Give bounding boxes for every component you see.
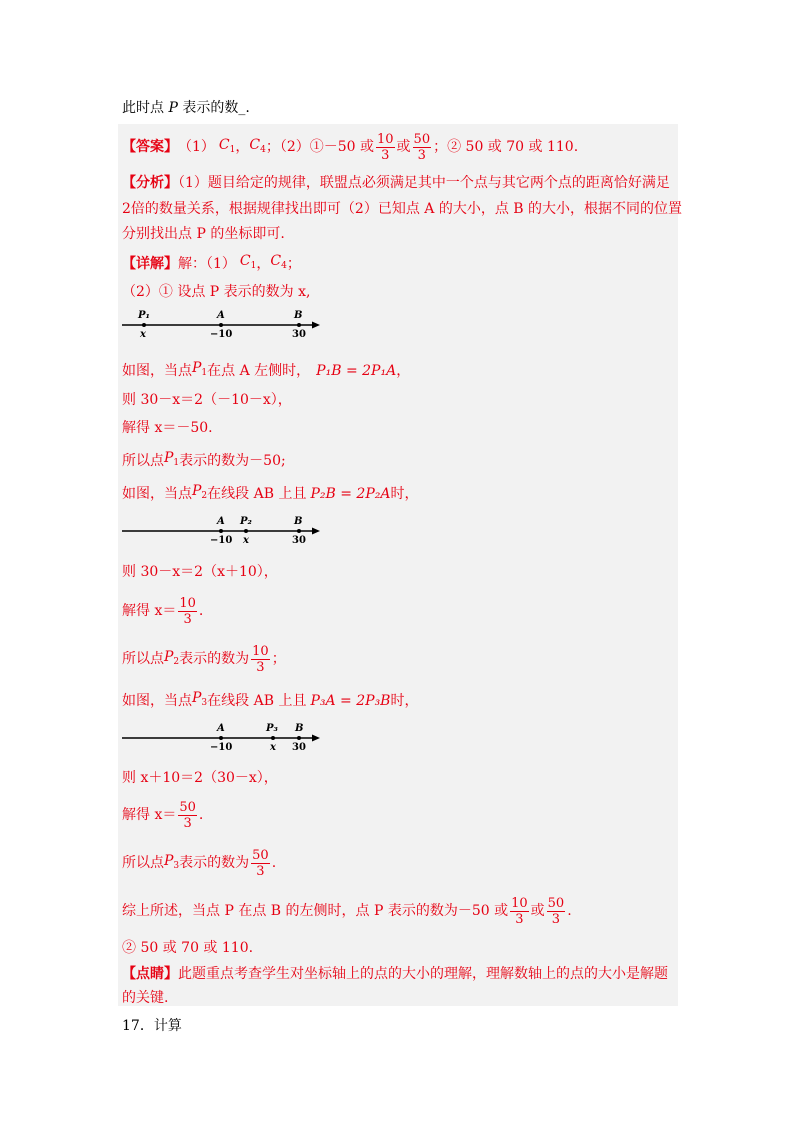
num-x: x [140,329,146,340]
intro-line: 此时点 P 表示的数_. [122,100,250,116]
summary-line: 综上所述，当点 P 在点 B 的左侧时，点 P 表示的数为－50 或 $\frac{10}{3}$ 或 $\frac{50}{3}$ . [122,895,572,927]
case3-result: 所以点 $P_3$ 表示的数为 $\frac{50}{3}$ . [122,847,277,879]
point-a [219,529,223,533]
num-a: −10 [210,329,233,340]
num-a: −10 [210,535,233,546]
case2-equation-line: 则 30－x＝2（x＋10）， [122,564,278,580]
case2-solve: 解得 x＝ $\frac{10}{3}$ . [122,595,204,627]
num-x: x [243,535,249,546]
number-line-3 [122,723,322,757]
case3-equation-line: 则 x＋10＝2（30－x）， [122,770,278,786]
analysis-line-1: 【分析】（1）题目给定的规律，联盟点必须满足其中一个点与其它两个点的距离恰好满足 [122,175,670,191]
case2-condition: 如图，当点 $P_2$ 在线段 AB 上且 P₂B = 2P₂A 时， [122,483,419,502]
comment-tag: 【点睛】 [122,966,178,982]
answer-line: 【答案】 （1） $C_1$ ， $C_4$ ；（2）①－50 或 $\frac{10}{3}$ 或 $\frac{50}{3}$ ；② 50 或 70 或 110. [122,131,579,163]
point-b [297,323,301,327]
point-a [219,736,223,740]
comment-line-2: 的关键. [122,990,169,1006]
comment-line-1: 【点睛】此题重点考查学生对坐标轴上的点的大小的理解，理解数轴上的点的大小是解题 [122,966,668,982]
point-p3 [271,736,275,740]
case1-equation: P₁B = 2P₁A [316,362,397,379]
point-b [297,736,301,740]
case1-solve: 解得 x＝－50. [122,420,213,436]
point-a [219,323,223,327]
label-b: B [294,310,303,321]
case2-equation: P₂B = 2P₂A [310,485,391,502]
num-b: 30 [292,742,306,753]
num-x: x [270,742,276,753]
analysis-line-3: 分别找出点 P 的坐标即可. [122,226,285,242]
label-a: A [217,516,225,527]
case3-condition: 如图，当点 $P_3$ 在线段 AB 上且 P₃A = 2P₃B 时， [122,690,419,709]
label-p1: P₁ [138,310,150,321]
analysis-line-2: 2倍的数量关系，根据规律找出即可（2）已知点 A 的大小，点 B 的大小，根据不同的位置 [122,201,683,217]
detail-line: 【详解】 解：（1） $C_1$ ， $C_4$ ； [122,253,301,272]
detail-tag: 【详解】 [122,255,178,272]
number-line-2 [122,516,322,550]
point-p1 [142,323,146,327]
num-b: 30 [292,535,306,546]
number-line-1 [122,310,322,344]
case1-condition: 如图，当点 $P_1$ 在点 A 左侧时， P₁B = 2P₁A ， [122,360,411,379]
point-p2 [244,529,248,533]
second-answer: ② 50 或 70 或 110. [122,940,254,956]
case3-solve: 解得 x＝ $\frac{50}{3}$ . [122,799,204,831]
answer-tag: 【答案】 [122,139,178,155]
label-a: A [217,723,225,734]
case3-equation: P₃A = 2P₃B [310,692,391,709]
label-b: B [295,723,304,734]
case1-result: 所以点 $P_1$ 表示的数为－50; [122,450,286,469]
case2-result: 所以点 $P_2$ 表示的数为 $\frac{10}{3}$ ； [122,643,286,675]
num-b: 30 [292,329,306,340]
label-p2: P₂ [240,516,252,527]
num-a: −10 [210,742,233,753]
detail-setup: （2）① 设点 P 表示的数为 x, [122,284,311,300]
label-a: A [217,310,225,321]
point-b [297,529,301,533]
label-b: B [294,516,303,527]
case1-equation-line: 则 30－x＝2（－10－x）， [122,392,292,408]
label-p3: P₃ [266,723,278,734]
next-question-heading: 17．计算 [122,1018,182,1034]
analysis-tag: 【分析】 [122,175,178,191]
